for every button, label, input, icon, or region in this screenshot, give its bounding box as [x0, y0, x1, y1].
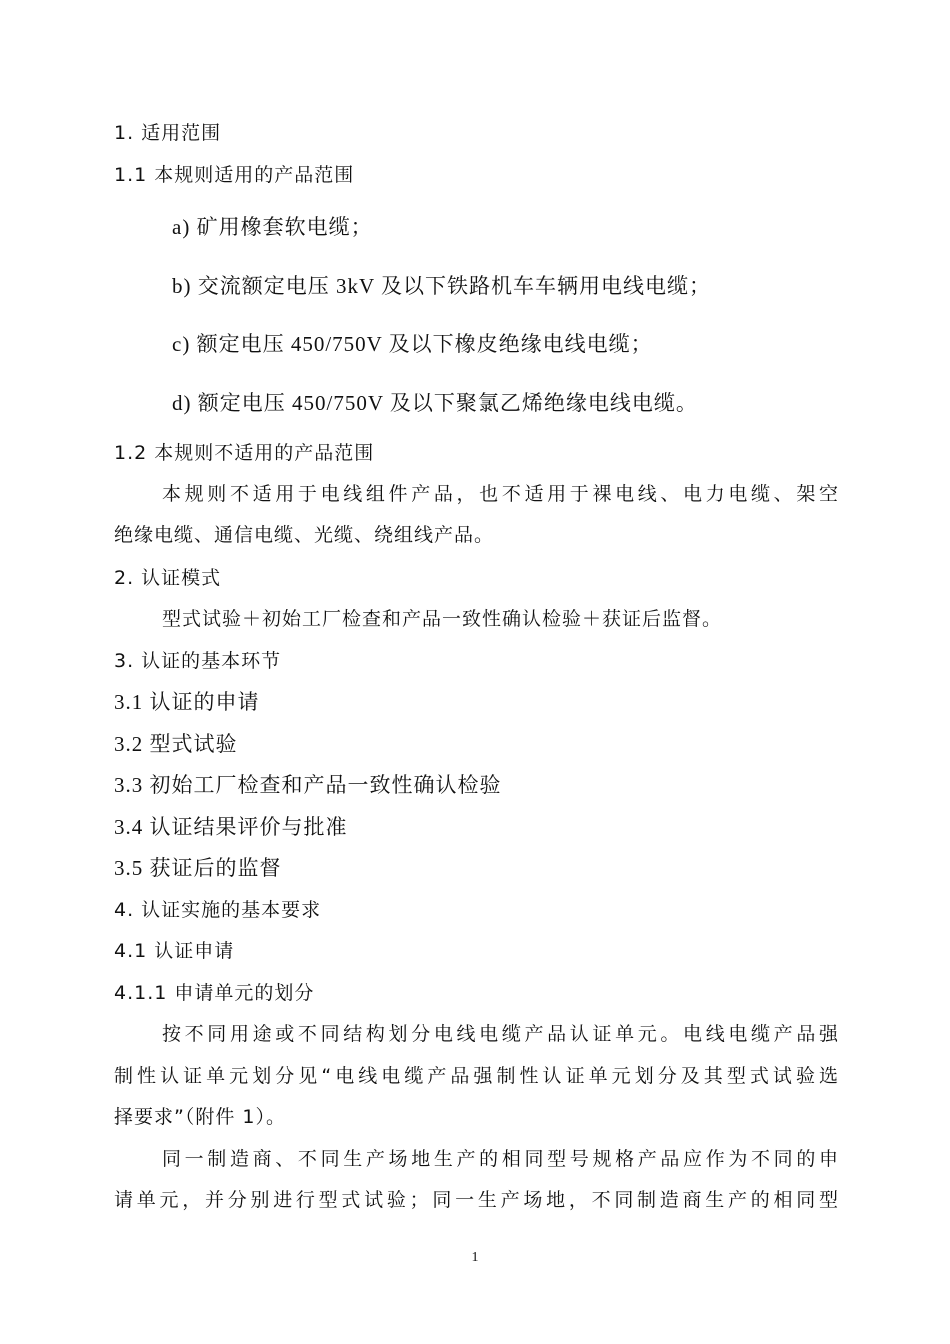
manufacturer-paragraph-line-1: 同一制造商、不同生产场地生产的相同型号规格产品应作为不同的申 — [162, 1148, 839, 1170]
scope-item-b: b) 交流额定电压 3kV 及以下铁路机车车辆用电线电缆； — [172, 274, 712, 298]
unit-division-paragraph-line-1: 按不同用途或不同结构划分电线电缆产品认证单元。电线电缆产品强 — [162, 1023, 839, 1045]
section-1-1-heading: 1.1 本规则适用的产品范围 — [114, 164, 355, 186]
unit-division-paragraph-line-3: 择要求”（附件 1）。 — [114, 1106, 286, 1128]
manufacturer-paragraph-line-2: 请单元，并分别进行型式试验；同一生产场地，不同制造商生产的相同型 — [114, 1189, 839, 1211]
certification-mode-text: 型式试验＋初始工厂检查和产品一致性确认检验＋获证后监督。 — [162, 608, 723, 630]
section-3-3: 3.3 初始工厂检查和产品一致性确认检验 — [114, 773, 502, 797]
section-1-2-heading: 1.2 本规则不适用的产品范围 — [114, 442, 375, 464]
section-3-5: 3.5 获证后的监督 — [114, 856, 282, 880]
section-3-heading: 3. 认证的基本环节 — [114, 650, 282, 672]
section-4-heading: 4. 认证实施的基本要求 — [114, 899, 322, 921]
section-4-1-heading: 4.1 认证申请 — [114, 940, 235, 962]
section-3-1: 3.1 认证的申请 — [114, 690, 260, 714]
unit-division-paragraph-line-2: 制性认证单元划分见“电线电缆产品强制性认证单元划分及其型式试验选 — [114, 1065, 839, 1087]
page-number: 1 — [471, 1250, 479, 1265]
scope-item-d: d) 额定电压 450/750V 及以下聚氯乙烯绝缘电线电缆。 — [172, 391, 698, 415]
section-1-heading: 1. 适用范围 — [114, 122, 222, 144]
section-3-4: 3.4 认证结果评价与批准 — [114, 815, 348, 839]
section-2-heading: 2. 认证模式 — [114, 567, 222, 589]
scope-item-c: c) 额定电压 450/750V 及以下橡皮绝缘电线电缆； — [172, 332, 653, 356]
section-4-1-1-heading: 4.1.1 申请单元的划分 — [114, 982, 315, 1004]
section-3-2: 3.2 型式试验 — [114, 732, 238, 756]
exclusion-paragraph-line-2: 绝缘电缆、通信电缆、光缆、绕组线产品。 — [114, 524, 495, 546]
scope-item-a: a) 矿用橡套软电缆； — [172, 215, 373, 239]
exclusion-paragraph-line-1: 本规则不适用于电线组件产品，也不适用于裸电线、电力电缆、架空 — [162, 483, 839, 505]
